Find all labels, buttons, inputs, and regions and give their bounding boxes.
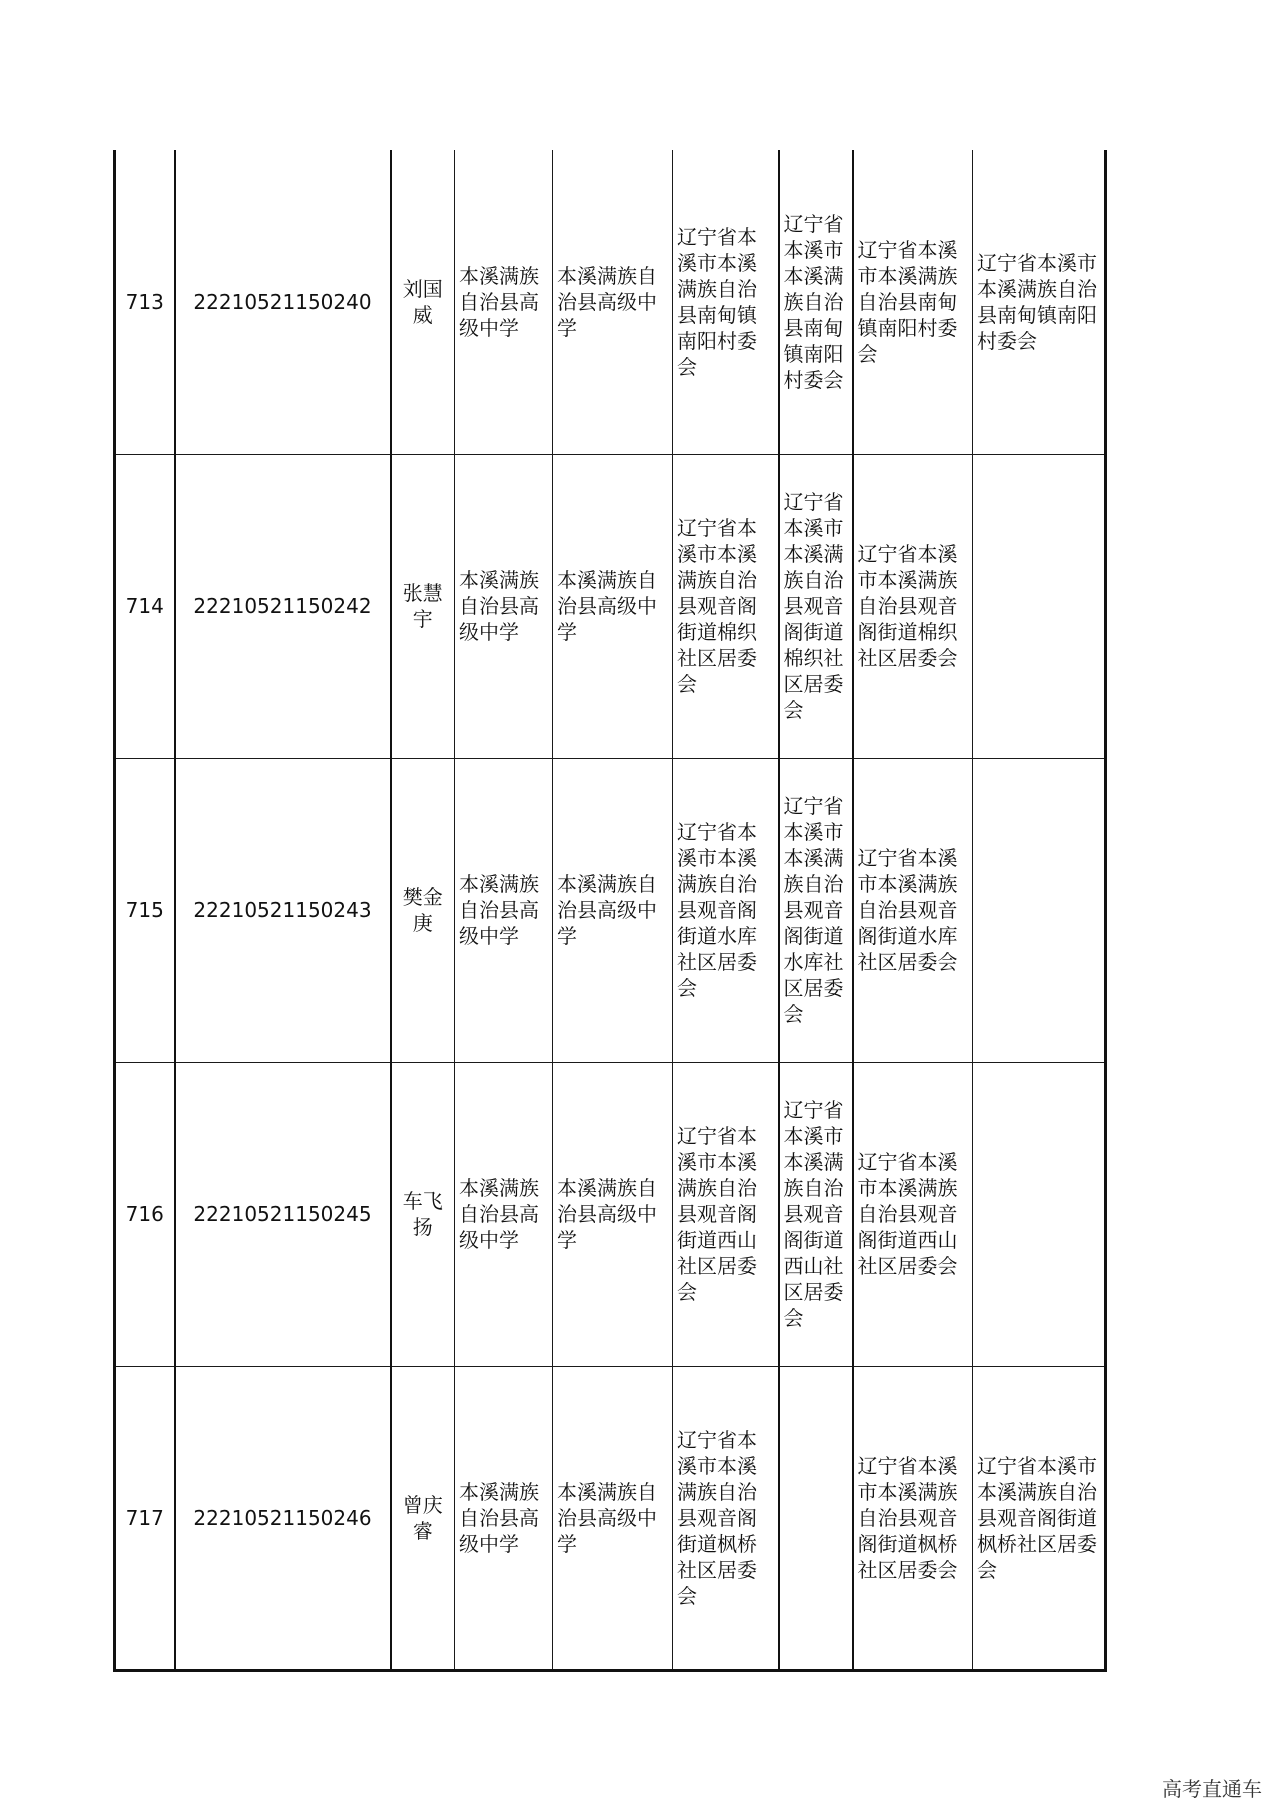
address-2: 辽宁省本溪市本溪满族自治县南甸镇南阳村委会	[779, 150, 853, 454]
address-4	[973, 758, 1106, 1062]
address-4: 辽宁省本溪市本溪满族自治县南甸镇南阳村委会	[973, 150, 1106, 454]
school-name: 本溪满族自治县高级中学	[455, 1366, 553, 1670]
school-name: 本溪满族自治县高级中学	[455, 1062, 553, 1366]
student-name: 曾庆睿	[391, 1366, 455, 1670]
exam-id: 22210521150245	[175, 1062, 391, 1366]
row-number: 713	[115, 150, 175, 454]
address-3: 辽宁省本溪市本溪满族自治县观音阁街道枫桥社区居委会	[853, 1366, 973, 1670]
exam-id: 22210521150246	[175, 1366, 391, 1670]
school-name-2: 本溪满族自治县高级中学	[553, 150, 673, 454]
address-3: 辽宁省本溪市本溪满族自治县观音阁街道西山社区居委会	[853, 1062, 973, 1366]
row-number: 714	[115, 454, 175, 758]
row-number: 715	[115, 758, 175, 1062]
school-name: 本溪满族自治县高级中学	[455, 454, 553, 758]
address-3: 辽宁省本溪市本溪满族自治县观音阁街道水库社区居委会	[853, 758, 973, 1062]
address-1: 辽宁省本溪市本溪满族自治县观音阁街道棉织社区居委会	[673, 454, 779, 758]
address-2: 辽宁省本溪市本溪满族自治县观音阁街道西山社区居委会	[779, 1062, 853, 1366]
school-name: 本溪满族自治县高级中学	[455, 758, 553, 1062]
address-2	[779, 1366, 853, 1670]
school-name: 本溪满族自治县高级中学	[455, 150, 553, 454]
watermark-text: 高考直通车	[1162, 1777, 1262, 1801]
address-1: 辽宁省本溪市本溪满族自治县南甸镇南阳村委会	[673, 150, 779, 454]
address-4	[973, 1062, 1106, 1366]
address-1: 辽宁省本溪市本溪满族自治县观音阁街道水库社区居委会	[673, 758, 779, 1062]
table-row	[115, 1366, 1106, 1670]
address-4	[973, 454, 1106, 758]
address-1: 辽宁省本溪市本溪满族自治县观音阁街道枫桥社区居委会	[673, 1366, 779, 1670]
row-number: 717	[115, 1366, 175, 1670]
address-4: 辽宁省本溪市本溪满族自治县观音阁街道枫桥社区居委会	[973, 1366, 1106, 1670]
student-name: 车飞扬	[391, 1062, 455, 1366]
student-name: 樊金庚	[391, 758, 455, 1062]
student-name: 刘国威	[391, 150, 455, 454]
student-name: 张慧宇	[391, 454, 455, 758]
row-number: 716	[115, 1062, 175, 1366]
school-name-2: 本溪满族自治县高级中学	[553, 758, 673, 1062]
address-2: 辽宁省本溪市本溪满族自治县观音阁街道棉织社区居委会	[779, 454, 853, 758]
table-row	[115, 758, 1106, 1062]
student-table	[113, 150, 1107, 1672]
school-name-2: 本溪满族自治县高级中学	[553, 1366, 673, 1670]
address-3: 辽宁省本溪市本溪满族自治县观音阁街道棉织社区居委会	[853, 454, 973, 758]
school-name-2: 本溪满族自治县高级中学	[553, 1062, 673, 1366]
address-1: 辽宁省本溪市本溪满族自治县观音阁街道西山社区居委会	[673, 1062, 779, 1366]
address-3: 辽宁省本溪市本溪满族自治县南甸镇南阳村委会	[853, 150, 973, 454]
table-row	[115, 454, 1106, 758]
school-name-2: 本溪满族自治县高级中学	[553, 454, 673, 758]
exam-id: 22210521150240	[175, 150, 391, 454]
table-row	[115, 1062, 1106, 1366]
table-row	[115, 150, 1106, 454]
exam-id: 22210521150243	[175, 758, 391, 1062]
exam-id: 22210521150242	[175, 454, 391, 758]
address-2: 辽宁省本溪市本溪满族自治县观音阁街道水库社区居委会	[779, 758, 853, 1062]
